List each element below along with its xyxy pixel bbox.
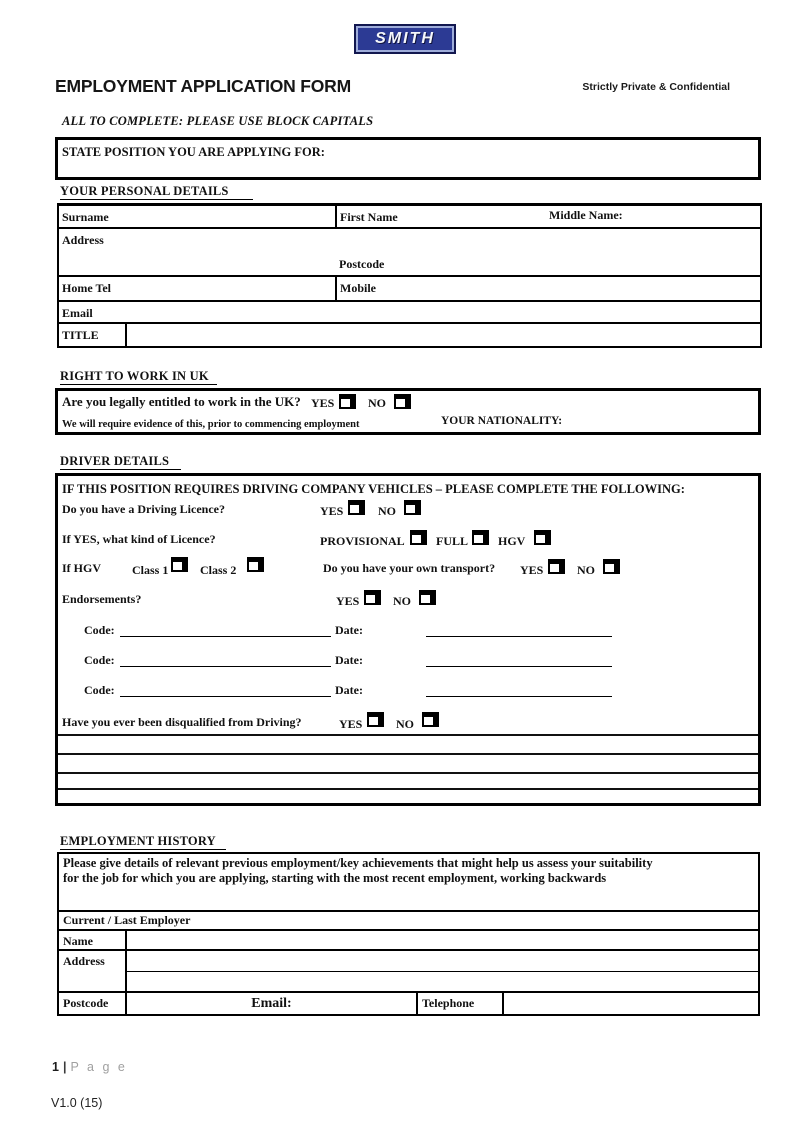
endorsement-code-row (58, 653, 758, 672)
right-to-work-question-row (62, 394, 754, 412)
employer-name-row (59, 931, 758, 951)
employer-email-label: Email: (251, 996, 292, 1011)
rtw-yes-checkbox[interactable] (339, 394, 356, 409)
page-number: 1 (52, 1060, 59, 1074)
date-entry-line[interactable] (426, 636, 612, 637)
endorsements-no-label: NO (393, 594, 411, 608)
title-label-cell (59, 324, 127, 346)
transport-yes-checkbox[interactable] (548, 559, 565, 574)
right-to-work-box (55, 388, 761, 435)
table-row (59, 324, 760, 346)
employer-address-row (59, 951, 758, 993)
personal-details-heading: YOUR PERSONAL DETAILS (60, 184, 253, 200)
licence-kind-row (58, 532, 758, 551)
hgv-label: HGV (498, 534, 526, 548)
position-applying-for-label: STATE POSITION YOU ARE APPLYING FOR: (62, 145, 325, 159)
mobile-label: Mobile (340, 281, 376, 295)
employer-postcode-field[interactable] (59, 993, 127, 1014)
employer-postcode-label: Postcode (63, 996, 109, 1010)
middle-name-label: Middle Name: (549, 208, 623, 222)
postcode-label: Postcode (339, 257, 385, 271)
code-entry-line[interactable] (120, 636, 331, 637)
nationality-field[interactable] (547, 415, 754, 429)
full-label: FULL (436, 534, 469, 548)
employment-intro-cell (59, 854, 758, 912)
title-field[interactable] (127, 324, 760, 346)
disqualified-no-checkbox[interactable] (422, 712, 439, 727)
employer-name-label-cell (59, 931, 127, 949)
first-name-label: First Name (340, 210, 398, 224)
email-field[interactable] (59, 302, 760, 322)
blank-write-line[interactable] (58, 753, 758, 755)
right-to-work-evidence-row (62, 414, 754, 430)
disqualified-yes-checkbox[interactable] (367, 712, 384, 727)
disqualified-no-label: NO (396, 717, 414, 731)
smith-logo (354, 24, 456, 54)
transport-yes-label: YES (520, 563, 544, 577)
employer-telephone-field[interactable] (504, 993, 758, 1014)
licence-no-checkbox[interactable] (404, 500, 421, 515)
driver-details-box (55, 473, 761, 806)
if-hgv-label: If HGV (62, 561, 101, 575)
driving-licence-question: Do you have a Driving Licence? (62, 502, 225, 516)
employer-email-field[interactable] (127, 993, 418, 1014)
right-to-work-heading: RIGHT TO WORK IN UK (60, 369, 217, 385)
footer-page-word: P a g e (70, 1060, 128, 1074)
page-title: EMPLOYMENT APPLICATION FORM (55, 76, 351, 96)
employer-address-label-cell (59, 951, 127, 991)
email-label: Email (62, 306, 93, 320)
employer-address-fields (127, 951, 758, 991)
licence-yes-label: YES (320, 504, 344, 518)
hgv-class-row (58, 561, 758, 580)
first-name-field[interactable] (337, 206, 760, 227)
code-label: Code: (84, 683, 115, 697)
provisional-checkbox[interactable] (410, 530, 427, 545)
rtw-no-label: NO (368, 396, 386, 410)
page-footer (52, 1060, 127, 1074)
smith-logo-text: SMITH (375, 30, 435, 47)
confidential-note: Strictly Private & Confidential (582, 81, 730, 93)
code-label: Code: (84, 653, 115, 667)
address-label: Address (62, 233, 104, 247)
licence-no-label: NO (378, 504, 396, 518)
footer-separator: | (62, 1060, 67, 1074)
endorsements-row (58, 592, 758, 611)
disqualified-question: Have you ever been disqualified from Driving? (62, 715, 302, 729)
endorsements-yes-checkbox[interactable] (364, 590, 381, 605)
code-entry-line[interactable] (120, 696, 331, 697)
date-label: Date: (335, 653, 363, 667)
endorsements-question: Endorsements? (62, 592, 142, 606)
rtw-yes-label: YES (311, 396, 335, 410)
employer-address-field-1[interactable] (127, 951, 758, 972)
position-applying-for-field[interactable] (55, 137, 761, 180)
surname-field[interactable] (59, 206, 337, 227)
blank-write-line[interactable] (58, 734, 758, 736)
mobile-field[interactable] (337, 277, 760, 300)
current-employer-row (59, 912, 758, 931)
block-capitals-instruction: ALL TO COMPLETE: PLEASE USE BLOCK CAPITALS (62, 114, 374, 128)
table-row (59, 229, 760, 277)
blank-write-line[interactable] (58, 772, 758, 774)
nationality-label: YOUR NATIONALITY: (441, 415, 563, 427)
driving-licence-row (58, 502, 758, 521)
endorsement-code-row (58, 683, 758, 702)
hgv-checkbox[interactable] (534, 530, 551, 545)
driver-intro: IF THIS POSITION REQUIRES DRIVING COMPANY VEHICLES – PLEASE COMPLETE THE FOLLOWING: (62, 482, 685, 496)
employer-address-label: Address (63, 954, 105, 968)
driver-details-heading: DRIVER DETAILS (60, 454, 181, 470)
driver-intro-row (58, 482, 758, 501)
employer-postcode-row (59, 993, 758, 1014)
code-entry-line[interactable] (120, 666, 331, 667)
blank-write-line[interactable] (58, 788, 758, 790)
address-field[interactable] (59, 229, 760, 275)
date-entry-line[interactable] (426, 696, 612, 697)
employer-telephone-label-cell (418, 993, 504, 1014)
employment-history-table (57, 852, 760, 1016)
class1-label: Class 1 (132, 563, 169, 577)
class1-checkbox[interactable] (171, 557, 188, 572)
current-employer-label: Current / Last Employer (63, 913, 191, 927)
class2-checkbox[interactable] (247, 557, 264, 572)
employment-intro-line1: Please give details of relevant previous employment/key achievements that might help us assess your suitability (63, 856, 653, 870)
title-label: TITLE (62, 328, 99, 342)
provisional-label: PROVISIONAL (320, 534, 405, 548)
employment-intro-line2: for the job for which you are applying, starting with the most recent employment, working backwards (63, 871, 607, 885)
disqualified-yes-label: YES (339, 717, 363, 731)
table-row (59, 302, 760, 324)
disqualified-row (58, 715, 758, 734)
table-row (59, 277, 760, 302)
employment-history-heading: EMPLOYMENT HISTORY (60, 834, 226, 850)
endorsement-code-row (58, 623, 758, 642)
endorsements-yes-label: YES (336, 594, 360, 608)
evidence-note: We will require evidence of this, prior to commencing employment (62, 419, 360, 430)
right-to-work-question: Are you legally entitled to work in the UK? (62, 394, 301, 409)
class2-label: Class 2 (200, 563, 237, 577)
date-label: Date: (335, 683, 363, 697)
own-transport-question: Do you have your own transport? (323, 561, 496, 575)
rtw-no-checkbox[interactable] (394, 394, 411, 409)
full-checkbox[interactable] (472, 530, 489, 545)
licence-kind-question: If YES, what kind of Licence? (62, 532, 216, 546)
version-label: V1.0 (15) (51, 1096, 103, 1110)
employer-address-field-2[interactable] (127, 972, 758, 991)
date-entry-line[interactable] (426, 666, 612, 667)
table-row (59, 206, 760, 229)
employer-telephone-label: Telephone (422, 996, 475, 1010)
code-label: Code: (84, 623, 115, 637)
transport-no-label: NO (577, 563, 595, 577)
home-tel-field[interactable] (59, 277, 337, 300)
transport-no-checkbox[interactable] (603, 559, 620, 574)
personal-details-table (57, 203, 762, 348)
employer-name-label: Name (63, 934, 93, 948)
licence-yes-checkbox[interactable] (348, 500, 365, 515)
surname-label: Surname (62, 210, 109, 224)
endorsements-no-checkbox[interactable] (419, 590, 436, 605)
date-label: Date: (335, 623, 363, 637)
employer-name-field[interactable] (127, 931, 758, 949)
home-tel-label: Home Tel (62, 281, 112, 295)
